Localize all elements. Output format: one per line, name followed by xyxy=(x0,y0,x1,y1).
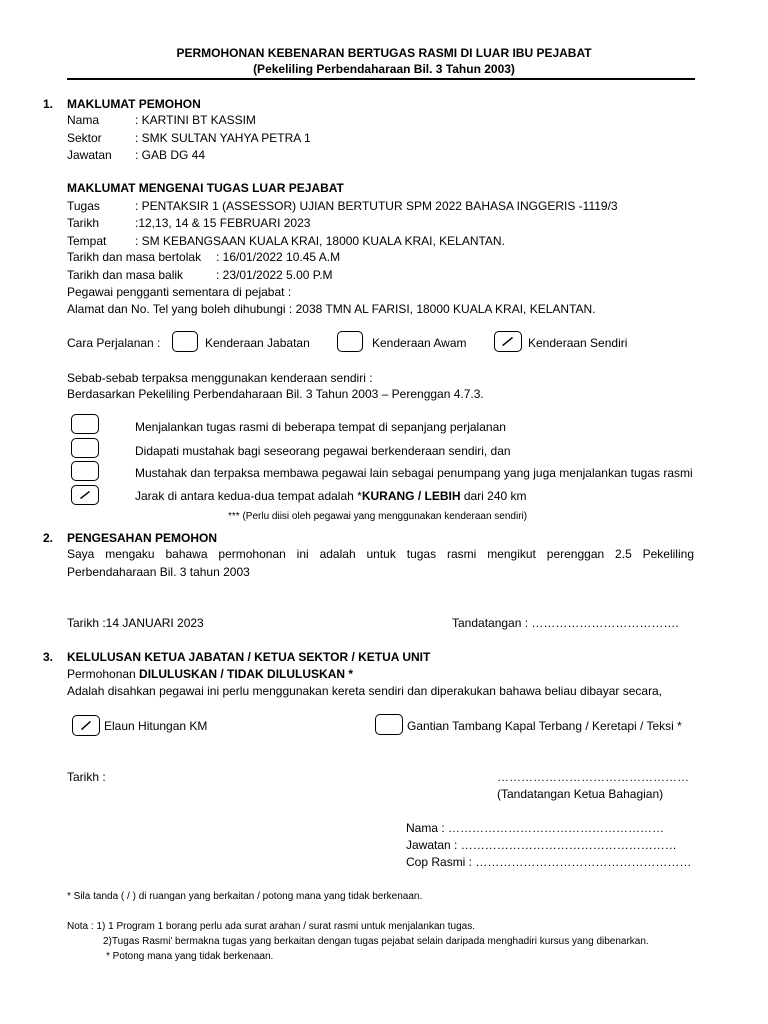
ketua-jawatan: Jawatan : ……………………………………………… xyxy=(406,838,677,852)
reason1-checkbox[interactable] xyxy=(71,414,99,434)
ketua-signature-line: ………………………………………… xyxy=(497,770,689,784)
check-mark-icon xyxy=(72,486,98,504)
sektor-value: : SMK SULTAN YAHYA PETRA 1 xyxy=(135,131,311,145)
ketua-nama: Nama : ……………………………………………… xyxy=(406,821,665,835)
kurang-lebih-text: KURANG / LEBIH xyxy=(361,489,461,503)
kenderaan-jabatan-label: Kenderaan Jabatan xyxy=(205,336,310,350)
reason3-text: Mustahak dan terpaksa membawa pegawai lain sebagai penumpang yang juga menjalankan tugas rasmi xyxy=(135,466,693,480)
jawatan-label: Jawatan xyxy=(67,148,112,162)
pemohon-tarikh: Tarikh :14 JANUARI 2023 xyxy=(67,616,204,630)
elaun-km-label: Elaun Hitungan KM xyxy=(104,719,208,733)
reason2-checkbox[interactable] xyxy=(71,438,99,458)
elaun-km-checkbox[interactable] xyxy=(72,715,100,736)
nama-value: : KARTINI BT KASSIM xyxy=(135,113,256,127)
nota-3: * Potong mana yang tidak berkenaan. xyxy=(106,951,274,962)
document-title: PERMOHONAN KEBENARAN BERTUGAS RASMI DI LUAR IBU PEJABAT xyxy=(176,46,592,60)
section1-heading: MAKLUMAT PEMOHON xyxy=(67,97,201,111)
balik-label: Tarikh dan masa balik xyxy=(67,268,184,282)
check-mark-icon xyxy=(495,332,521,351)
kenderaan-sendiri-checkbox[interactable] xyxy=(494,331,522,352)
tempat-value: : SM KEBANGSAAN KUALA KRAI, 18000 KUALA KRAI, KELANTAN. xyxy=(135,234,505,248)
sila-tanda-note: * Sila tanda ( / ) di ruangan yang berkaitan / potong mana yang tidak berkenaan. xyxy=(67,891,423,902)
pemohon-tandatangan: Tandatangan : ………………………………. xyxy=(452,616,679,630)
jawatan-value: : GAB DG 44 xyxy=(135,148,206,162)
document-subtitle: (Pekeliling Perbendaharaan Bil. 3 Tahun 2003) xyxy=(253,62,515,76)
bertolak-label: Tarikh dan masa bertolak xyxy=(67,250,202,264)
reason2-text: Didapati mustahak bagi seseorang pegawai berkenderaan sendiri, dan xyxy=(135,444,511,458)
kenderaan-sendiri-label: Kenderaan Sendiri xyxy=(528,336,628,350)
reason4-checkbox[interactable] xyxy=(71,485,99,505)
tugas-heading: MAKLUMAT MENGENAI TUGAS LUAR PEJABAT xyxy=(67,181,344,195)
cara-perjalanan-label: Cara Perjalanan : xyxy=(67,336,161,350)
balik-value: : 23/01/2022 5.00 P.M xyxy=(216,268,333,282)
check-mark-icon xyxy=(73,716,99,735)
ketua-cop-rasmi: Cop Rasmi : ……………………………………………… xyxy=(406,855,692,869)
section3-heading: KELULUSAN KETUA JABATAN / KETUA SEKTOR / KETUA UNIT xyxy=(67,650,431,664)
ketua-signature-label: (Tandatangan Ketua Bahagian) xyxy=(497,787,664,801)
nota-1: Nota : 1) 1 Program 1 borang perlu ada surat arahan / surat rasmi untuk menjalankan tugas. xyxy=(67,921,476,932)
permohonan-status: Permohonan DILULUSKAN / TIDAK DILULUSKAN * xyxy=(67,667,354,681)
gantian-tambang-checkbox[interactable] xyxy=(375,714,403,735)
reason1-text: Menjalankan tugas rasmi di beberapa tempat di sepanjang perjalanan xyxy=(135,420,506,434)
tempat-label: Tempat xyxy=(67,234,107,248)
sektor-label: Sektor xyxy=(67,131,102,145)
section2-number: 2. xyxy=(43,531,54,545)
reason3-checkbox[interactable] xyxy=(71,461,99,481)
section1-number: 1. xyxy=(43,97,54,111)
pengesahan-line2: Perbendaharaan Bil. 3 tahun 2003 xyxy=(67,565,250,579)
kenderaan-awam-checkbox[interactable] xyxy=(337,331,363,352)
section3-number: 3. xyxy=(43,650,54,664)
tugas-value: : PENTAKSIR 1 (ASSESSOR) UJIAN BERTUTUR SPM 2022 BAHASA INGGERIS -1119/3 xyxy=(135,199,618,213)
section2-heading: PENGESAHAN PEMOHON xyxy=(67,531,218,545)
sebab-line1: Sebab-sebab terpaksa menggunakan kenderaan sendiri : xyxy=(67,371,373,385)
tarikh-value: :12,13, 14 & 15 FEBRUARI 2023 xyxy=(135,216,311,230)
kenderaan-awam-label: Kenderaan Awam xyxy=(372,336,467,350)
tarikh-label: Tarikh xyxy=(67,216,100,230)
adalah-line: Adalah disahkan pegawai ini perlu menggunakan kereta sendiri dan diperakukan bahawa beliau dibayar secara, xyxy=(67,684,663,698)
nama-label: Nama xyxy=(67,113,100,127)
alamat-line: Alamat dan No. Tel yang boleh dihubungi : 2038 TMN AL FARISI, 18000 KUALA KRAI, KELANTAN. xyxy=(67,302,596,316)
pengesahan-line1: Saya mengaku bahawa permohonan ini adalah untuk tugas rasmi mengikut perenggan 2.5 Pekeliling xyxy=(67,547,694,561)
kelulusan-tarikh: Tarikh : xyxy=(67,770,106,784)
header-divider xyxy=(67,78,695,80)
gantian-tambang-label: Gantian Tambang Kapal Terbang / Keretapi / Teksi * xyxy=(407,719,682,733)
kenderaan-note: *** (Perlu diisi oleh pegawai yang menggunakan kenderaan sendiri) xyxy=(228,511,528,522)
tugas-label: Tugas xyxy=(67,199,100,213)
kenderaan-jabatan-checkbox[interactable] xyxy=(172,331,198,352)
pengganti-label: Pegawai pengganti sementara di pejabat : xyxy=(67,285,292,299)
diluluskan-text: DILULUSKAN / TIDAK DILULUSKAN * xyxy=(139,667,354,681)
sebab-line2: Berdasarkan Pekeliling Perbendaharaan Bil. 3 Tahun 2003 – Perenggan 4.7.3. xyxy=(67,387,484,401)
reason4-text: Jarak di antara kedua-dua tempat adalah *KURANG / LEBIH dari 240 km xyxy=(135,489,527,503)
bertolak-value: : 16/01/2022 10.45 A.M xyxy=(216,250,341,264)
nota-2: 2)Tugas Rasmi’ bermakna tugas yang berkaitan dengan tugas pejabat selain daripada menghadiri kursus yang dibenarkan. xyxy=(103,936,649,947)
